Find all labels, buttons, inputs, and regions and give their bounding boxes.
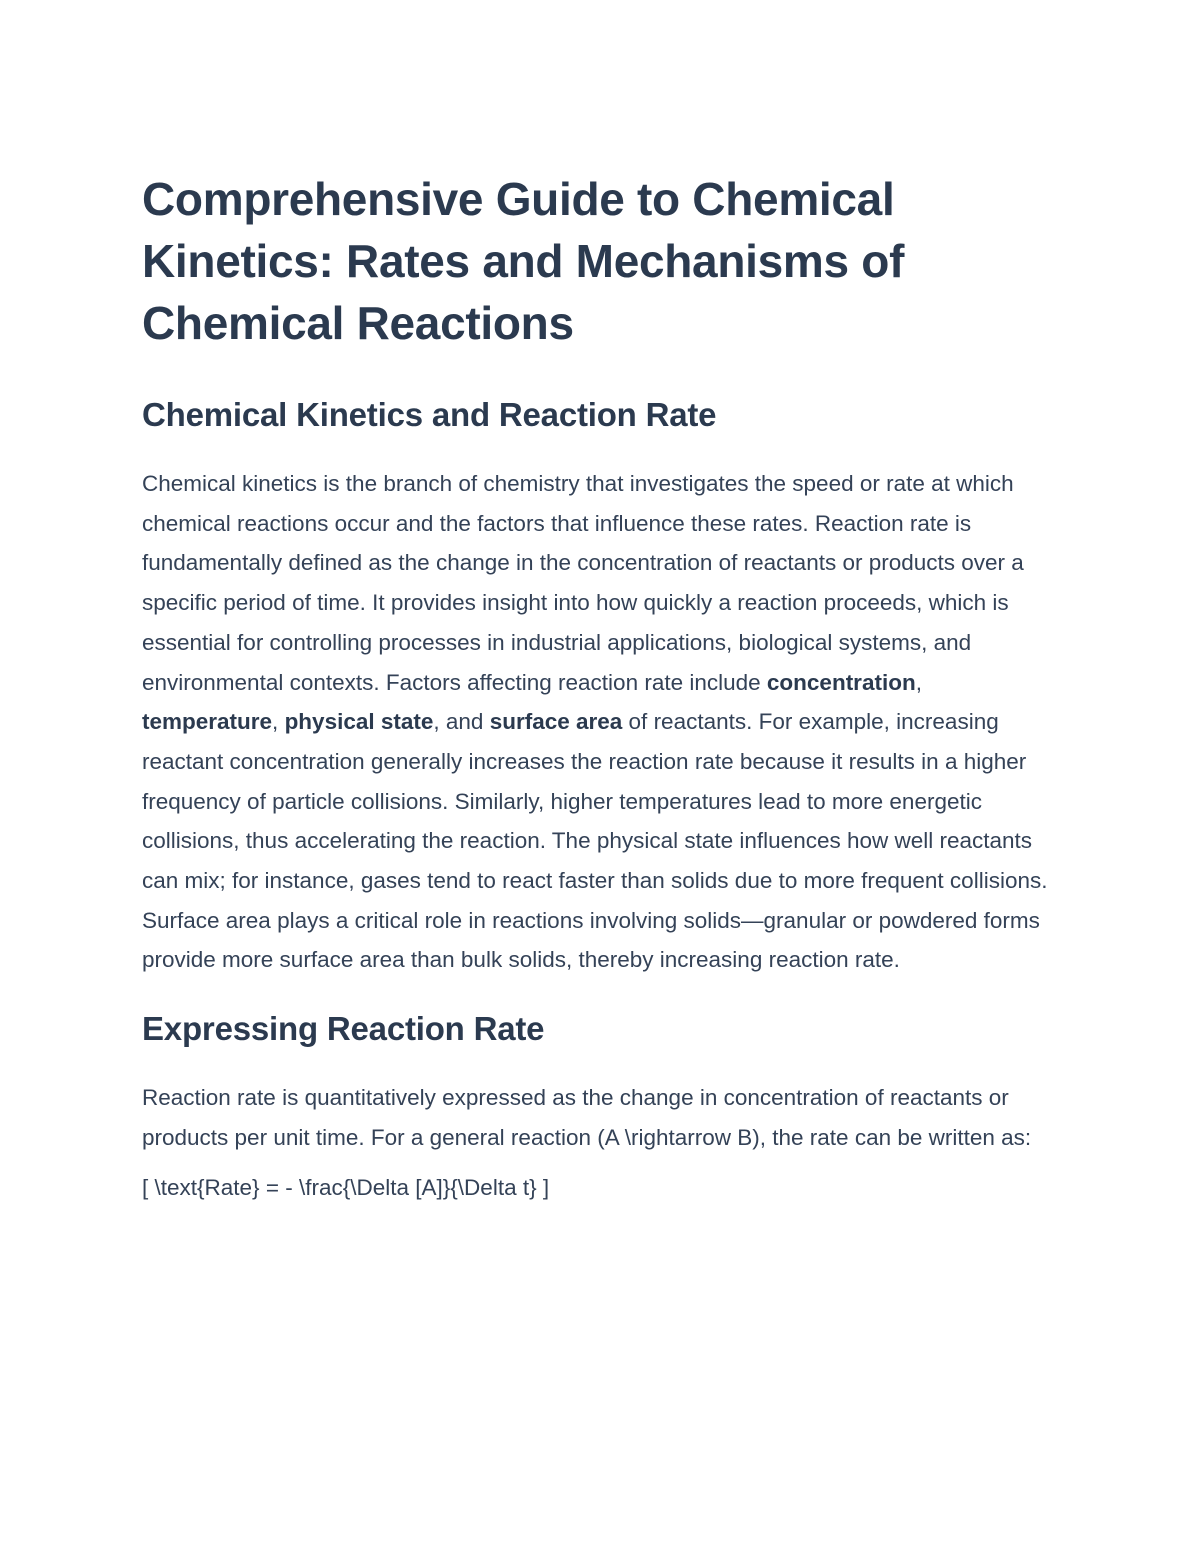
bold-term-temperature: temperature — [142, 709, 273, 735]
separator: , — [272, 709, 285, 735]
bold-term-concentration: concentration — [766, 669, 916, 695]
bold-term-surface-area: surface area — [489, 709, 623, 735]
bold-term-physical-state: physical state — [284, 709, 434, 735]
paragraph-text: Chemical kinetics is the branch of chemistry that investigates the speed or rate at which chemical reactions occur and the factors that influence these rates. Reaction rate is fundamentally defined as the change in the concentration of reactants or products over a specific period of time. It provides insight into how quickly a reaction proceeds, which is essential for controlling processes in industrial applications, biological systems, and environmental contexts. Factors affecting reaction rate include — [142, 471, 1024, 695]
document-title: Comprehensive Guide to Chemical Kinetics: Rates and Mechanisms of Chemical Reactions — [142, 173, 905, 349]
section-heading-expressing-rate: Expressing Reaction Rate — [142, 1010, 545, 1048]
rate-formula: [ \text{Rate} = - \frac{\Delta [A]}{\Delta t} ] — [142, 1174, 550, 1200]
separator: , and — [433, 709, 490, 735]
separator: , — [915, 669, 922, 695]
section-paragraph-expressing-rate: Reaction rate is quantitatively expressed as the change in concentration of reactants or products per unit time. For a general reaction (A \rightarrow B), the rate can be written as: — [142, 1085, 1032, 1150]
section-paragraph-kinetics — [142, 464, 1062, 980]
paragraph-text: of reactants. For example, increasing reactant concentration generally increases the reaction rate because it results in a higher frequency of particle collisions. Similarly, higher temperatures lead to more energetic collisions, thus accelerating the reaction. The physical state influences how well reactants can mix; for instance, gases tend to react faster than solids due to more frequent collisions. Surface area plays a critical role in reactions involving solids—granular or powdered forms provide more surface area than bulk solids, thereby increasing reaction rate. — [142, 709, 1048, 973]
section-heading-kinetics: Chemical Kinetics and Reaction Rate — [142, 396, 717, 433]
document-page — [142, 168, 1062, 1207]
